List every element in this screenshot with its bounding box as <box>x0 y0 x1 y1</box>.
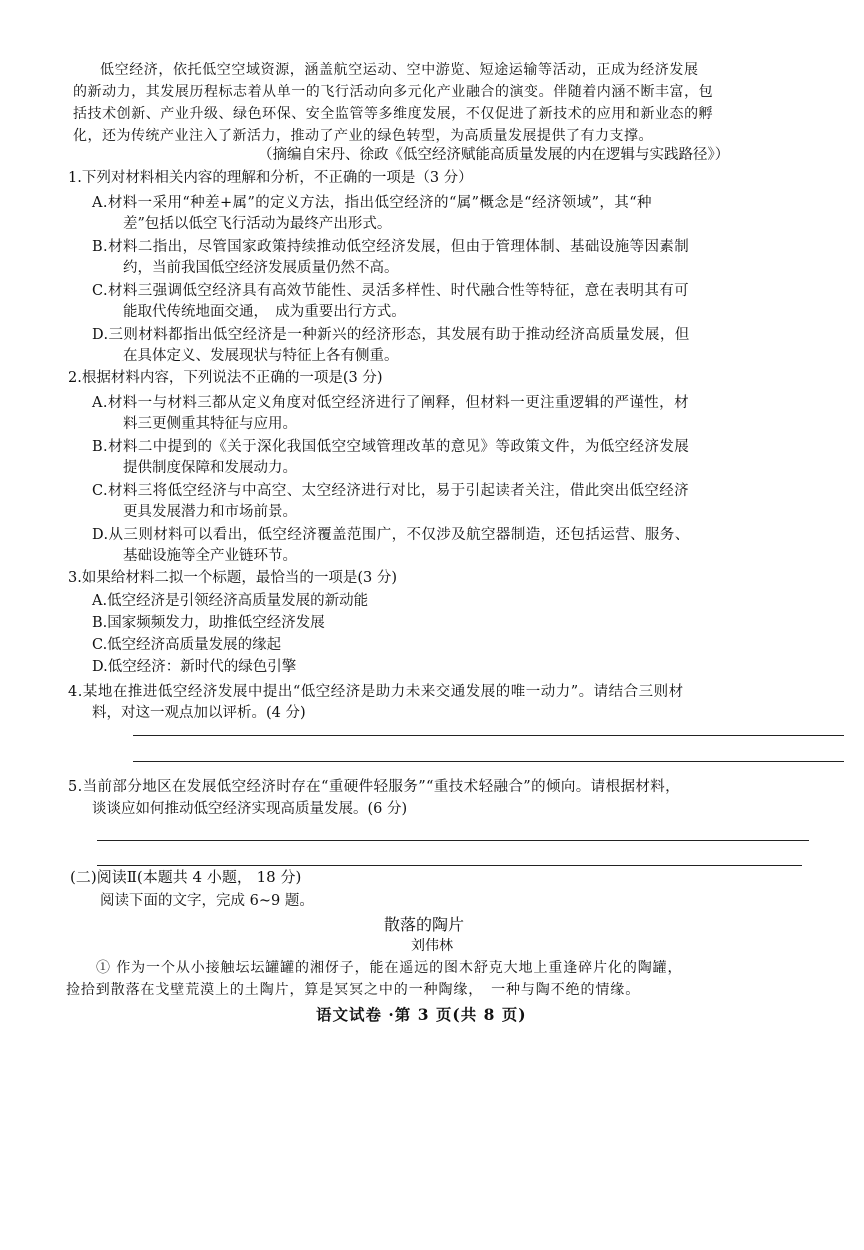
q2-option-d: D.从三则材料可以看出，低空经济覆盖范围广，不仅涉及航空器制造，还包括运营、服务、 <box>92 527 690 543</box>
q1-option-c-cont: 能取代传统地面交通， 成为重要出行方式。 <box>123 304 406 320</box>
material-paragraph-line: 化，还为传统产业注入了新活力，推动了产业的绿色转型，为高质量发展提供了有力支撑。 <box>73 128 653 144</box>
q2-option-b: B.材料二中提到的《关于深化我国低空空域管理改革的意见》等政策文件，为低空经济发展 <box>92 439 690 455</box>
q2-option-d-cont: 基础设施等全产业链环节。 <box>123 548 297 564</box>
question-1-stem: 1.下列对材料相关内容的理解和分析，不正确的一项是（3 分） <box>68 170 473 186</box>
passage-title: 散落的陶片 <box>384 915 465 934</box>
q2-option-c: C.材料三将低空经济与中高空、太空经济进行对比，易于引起读者关注，借此突出低空经济 <box>92 483 690 499</box>
source-citation: （摘编自宋丹、徐政《低空经济赋能高质量发展的内在逻辑与实践路径》） <box>258 147 730 163</box>
passage-author: 刘伟林 <box>411 938 453 954</box>
material-paragraph-line: 的新动力，其发展历程标志着从单一的飞行活动向多元化产业融合的演变。伴随着内涵不断丰富，包 <box>73 84 714 100</box>
q2-option-b-cont: 提供制度保障和发展动力。 <box>123 460 297 476</box>
q2-option-a: A.材料一与材料三都从定义角度对低空经济进行了阐释，但材料一更注重逻辑的严谨性，材 <box>92 395 689 411</box>
q4-answer-line[interactable] <box>133 735 844 736</box>
q5-answer-line[interactable] <box>97 840 809 841</box>
page-footer: 语文试卷 ·第 3 页(共 8 页) <box>316 1005 527 1024</box>
question-4-stem: 4.某地在推进低空经济发展中提出“低空经济是助力未来交通发展的唯一动力”。请结合三则材 <box>68 684 684 700</box>
q3-option-c: C.低空经济高质量发展的缘起 <box>92 637 282 653</box>
section-heading: (二)阅读Ⅱ(本题共 4 小题， 18 分) <box>70 868 302 886</box>
section-instruction: 阅读下面的文字，完成 6~9 题。 <box>100 893 314 909</box>
q1-option-d: D.三则材料都指出低空经济是一种新兴的经济形态，其发展有助于推动经济高质量发展，但 <box>92 327 690 343</box>
q1-option-d-cont: 在具体定义、发展现状与特征上各有侧重。 <box>123 348 399 364</box>
question-4-stem-cont: 料，对这一观点加以评析。(4 分) <box>92 705 306 721</box>
question-5-stem-cont: 谈谈应如何推动低空经济实现高质量发展。(6 分) <box>92 801 408 817</box>
q1-option-b: B.材料二指出，尽管国家政策持续推动低空经济发展，但由于管理体制、基础设施等因素制 <box>92 239 690 255</box>
question-3-stem: 3.如果给材料二拟一个标题，最恰当的一项是(3 分) <box>68 570 397 586</box>
material-paragraph-line: 低空经济，依托低空空域资源，涵盖航空运动、空中游览、短途运输等活动，正成为经济发展 <box>100 62 699 78</box>
material-paragraph-line: 括技术创新、产业升级、绿色环保、安全监管等多维度发展，不仅促进了新技术的应用和新业态的孵 <box>73 106 714 122</box>
q1-option-a: A.材料一采用“种差+属”的定义方法，指出低空经济的“属”概念是“经济领域”，其“种 <box>92 195 652 211</box>
passage-paragraph-line: 捡拾到散落在戈壁荒漠上的土陶片，算是冥冥之中的一种陶缘， 一种与陶不绝的情缘。 <box>66 982 641 998</box>
q1-option-a-cont: 差”包括以低空飞行活动为最终产出形式。 <box>123 216 392 232</box>
q3-option-a: A.低空经济是引领经济高质量发展的新动能 <box>92 593 369 609</box>
q4-answer-line[interactable] <box>133 761 844 762</box>
question-2-stem: 2.根据材料内容，下列说法不正确的一项是(3 分) <box>68 370 383 386</box>
passage-paragraph-line: ① 作为一个从小接触坛坛罐罐的湘伢子，能在遥远的图木舒克大地上重逢碎片化的陶罐， <box>96 960 683 976</box>
q1-option-c: C.材料三强调低空经济具有高效节能性、灵活多样性、时代融合性等特征，意在表明其有可 <box>92 283 690 299</box>
q1-option-b-cont: 约，当前我国低空经济发展质量仍然不高。 <box>123 260 399 276</box>
q2-option-c-cont: 更具发展潜力和市场前景。 <box>123 504 297 520</box>
q3-option-b: B.国家频频发力，助推低空经济发展 <box>92 615 325 631</box>
question-5-stem: 5.当前部分地区在发展低空经济时存在“重硬件轻服务”“重技术轻融合”的倾向。请根据材料， <box>68 779 681 795</box>
q2-option-a-cont: 料三更侧重其特征与应用。 <box>123 416 297 432</box>
q3-option-d: D.低空经济：新时代的绿色引擎 <box>92 659 297 675</box>
